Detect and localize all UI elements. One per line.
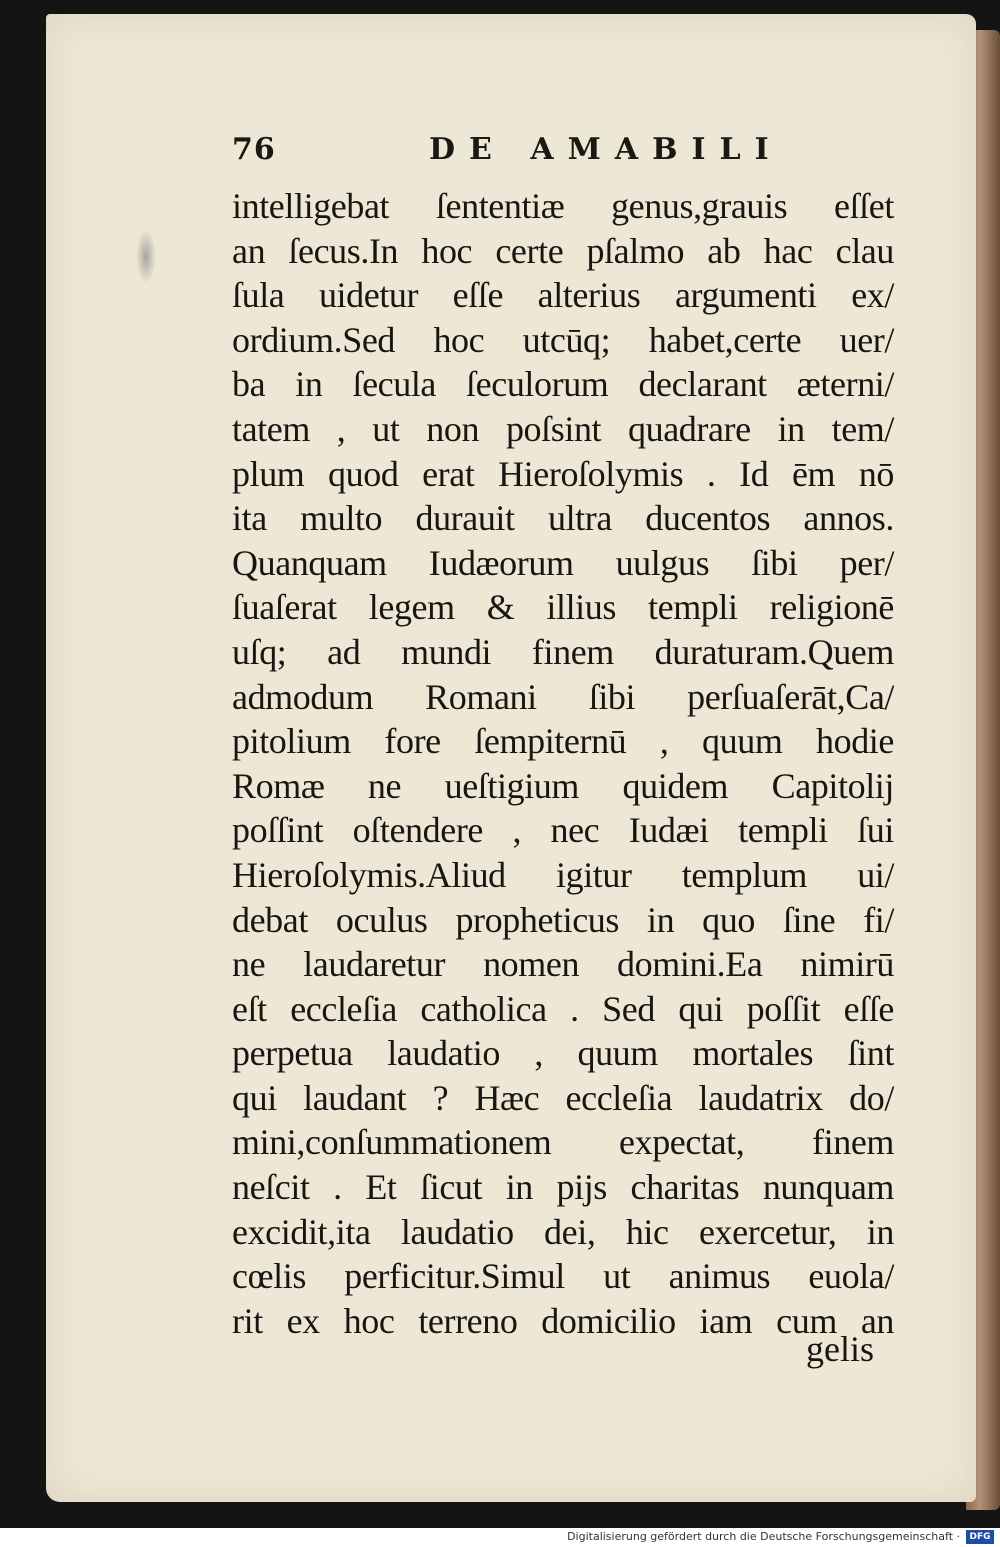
catchword: gelis (806, 1329, 874, 1369)
text-line: ita multo durauit ultra ducentos annos. (232, 498, 894, 539)
text-line: uſq; ad mundi finem duraturam.Quem (232, 631, 894, 672)
text-line: ſuaſerat legem & illius templi religionē (232, 587, 894, 628)
text-line: Romæ ne ueſtigium quidem Capitolij (232, 765, 894, 806)
text-line: ſula uidetur eſſe alterius argumenti ex/ (232, 275, 894, 316)
text-line: neſcit . Et ſicut in pijs charitas nunquam (232, 1167, 894, 1208)
dfg-logo[interactable]: DFG (966, 1530, 994, 1544)
text-line: Quanquam Iudæorum uulgus ſibi per/ (232, 542, 894, 583)
text-line: admodum Romani ſibi perſuaſerāt,Ca/ (232, 676, 894, 717)
text-line: ba in ſecula ſeculorum declarant æterni/ (232, 364, 894, 405)
text-line: poſſint oſtendere , nec Iudæi templi ſui (232, 810, 894, 851)
running-head (232, 132, 792, 172)
text-line: ordium.Sed hoc utcūq; habet,certe uer/ (232, 319, 894, 360)
text-line: plum quod erat Hieroſolymis . Id ēm nō (232, 453, 894, 494)
text-line: ne laudaretur nomen domini.Ea nimirū (232, 944, 894, 985)
text-line: rit ex hoc terreno domicilio iam cum an (232, 1300, 894, 1341)
page-stain (136, 229, 156, 284)
text-line: pitolium fore ſempiternū , quum hodie (232, 721, 894, 762)
text-line: intelligebat ſententiæ genus,grauis eſſet (232, 186, 894, 226)
text-line: eſt eccleſia catholica . Sed qui poſſit eſſe (232, 988, 894, 1029)
text-line: Hieroſolymis.Aliud igitur templum ui/ (232, 854, 894, 895)
text-line: an ſecus.In hoc certe pſalmo ab hac clau (232, 230, 894, 271)
text-line: mini,conſummationem expectat, finem (232, 1122, 894, 1163)
running-title: DE AMABILI (429, 132, 783, 167)
text-line: debat oculus propheticus in quo ſine fi/ (232, 899, 894, 940)
text-block (232, 184, 894, 1343)
text-line: tatem , ut non poſsint quadrare in tem/ (232, 408, 894, 449)
text-line: cœlis perficitur.Simul ut animus euola/ (232, 1256, 894, 1297)
text-line: perpetua laudatio , quum mortales ſint (232, 1033, 894, 1074)
funding-credit: Digitalisierung gefördert durch die Deutsche Forschungsgemeinschaft · (567, 1530, 960, 1543)
text-line: excidit,ita laudatio dei, hic exercetur, in (232, 1211, 894, 1252)
page-number: 76 (232, 132, 276, 167)
footer-bar (0, 1528, 1000, 1547)
text-line: qui laudant ? Hæc eccleſia laudatrix do/ (232, 1077, 894, 1118)
